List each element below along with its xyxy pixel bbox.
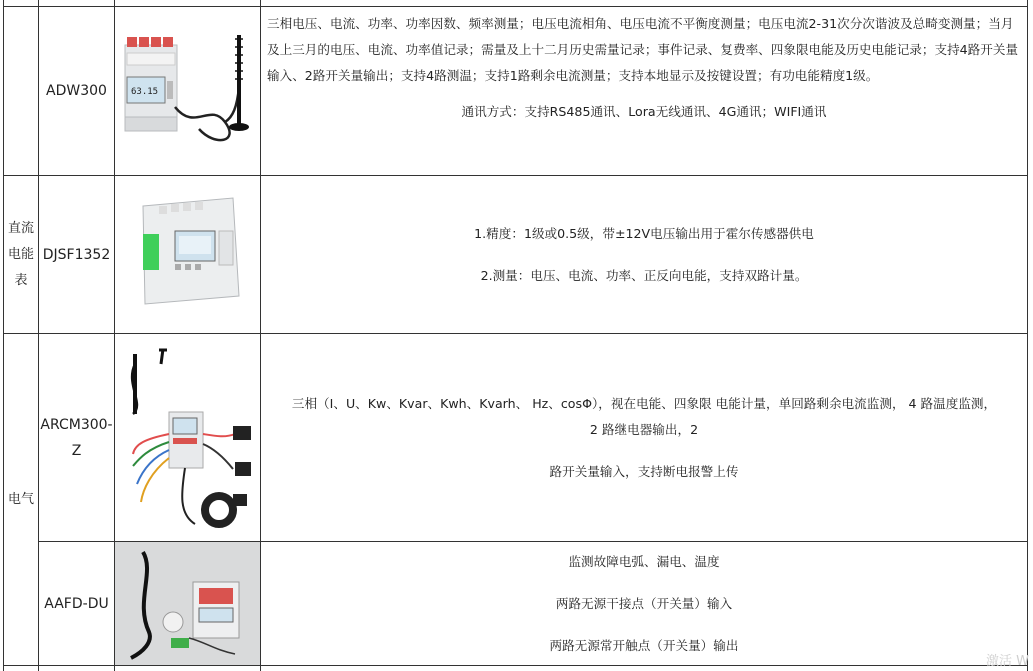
watermark: 激活 W bbox=[986, 654, 1029, 669]
model-name: DJSF1352 bbox=[42, 246, 111, 263]
desc-cell-arcm300z bbox=[261, 334, 1027, 541]
grid-line bbox=[1027, 0, 1028, 671]
grid-line bbox=[3, 665, 1028, 666]
desc-line: 1.精度：1级或0.5级，带±12V电压输出用于霍尔传感器供电 bbox=[474, 225, 814, 241]
desc-line: 监测故障电弧、漏电、温度 bbox=[568, 553, 720, 569]
model-cell-adw300 bbox=[39, 7, 114, 175]
model-cell-aafd-du bbox=[39, 542, 114, 665]
desc-paragraph: 三相电压、电流、功率、功率因数、频率测量；电压电流相角、电压电流不平衡度测量；电压电流2-31次分次谐波及总畸变测量；当月及上三月的电压、电流、功率值记录；需量及上十二月历史需量记录；事件记录、复费率、四象限电能及历史电能记录；支持4路开关量输入、2路开关量输出；支持4路测温；支持1路剩余电流测量；支持本地显示及按键设置；有功电能精度1级。 bbox=[267, 16, 1019, 83]
desc-line: 两路无源常开触点（开关量）输出 bbox=[549, 637, 739, 653]
category-cell-electrical bbox=[4, 334, 38, 665]
product-image-arcm300z bbox=[115, 334, 260, 541]
model-name-line: Z bbox=[71, 442, 82, 459]
desc-line: 2.测量：电压、电流、功率、正反向电能，支持双路计量。 bbox=[480, 267, 808, 283]
category-label: 电气 bbox=[7, 491, 34, 507]
model-name-line: ARCM300- bbox=[40, 416, 113, 433]
product-image-adw300 bbox=[115, 7, 260, 175]
desc-cell-aafd-du bbox=[261, 542, 1027, 665]
category-line: 电能 bbox=[7, 246, 34, 262]
meter-display-readout: 63.15 bbox=[131, 87, 159, 97]
model-cell-djsf1352 bbox=[39, 176, 114, 333]
model-cell-arcm300z bbox=[39, 334, 114, 541]
desc-line: 2 路继电器输出，2 bbox=[589, 421, 699, 437]
model-name: ADW300 bbox=[46, 83, 107, 99]
category-line: 直流 bbox=[7, 220, 34, 236]
desc-line: 路开关量输入，支持断电报警上传 bbox=[549, 463, 739, 479]
product-image-aafd-du bbox=[115, 542, 260, 665]
category-line: 表 bbox=[14, 272, 28, 288]
desc-line: 两路无源干接点（开关量）输入 bbox=[555, 595, 733, 611]
product-image-djsf1352 bbox=[115, 176, 260, 333]
desc-cell-adw300 bbox=[261, 7, 1027, 175]
desc-communication: 通讯方式：支持RS485通讯、Lora无线通讯、4G通讯；WIFI通讯 bbox=[461, 104, 827, 119]
category-cell-dc-meter bbox=[4, 176, 38, 333]
desc-line: 三相（I、U、Kw、Kvar、Kwh、Kvarh、 Hz、cosΦ），视在电能、四象限 电能计量，单回路剩余电流监测， 4 路温度监测， bbox=[291, 395, 997, 411]
model-name: AAFD-DU bbox=[44, 595, 109, 612]
desc-cell-djsf1352 bbox=[261, 176, 1027, 333]
